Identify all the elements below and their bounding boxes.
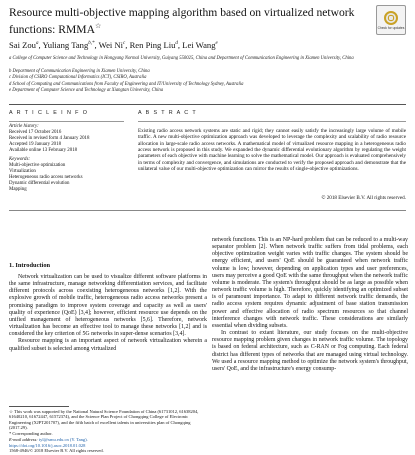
article-history <box>9 124 119 154</box>
header-divider <box>9 104 406 105</box>
email-label: E-mail address: <box>9 436 38 442</box>
history-item: Accepted 19 January 2018 <box>9 142 62 148</box>
section-heading: 1. Introduction <box>9 262 51 269</box>
article-info-rule <box>9 121 124 122</box>
abstract-heading: A B S T R A C T <box>138 110 198 116</box>
paragraph: network functions. This is an NP-hard problem that can be reduced to a multi-way separator problem [2]. When network traffic suffers from tidal problems, each objective optimization weight varies with traffic changes. The system should be energy efficient, and users' QoE should be guaranteed when network traffic volume is low; however, depending on application types and user preferences, users may perceive a good QoE with the same throughput when the network traffic volume is moderate. The system's throughput should be as large as possible when network traffic volume is high. Therefore, quickly identifying an optimized subset is of paramount importance. To adapt to different network traffic demands, the radio access system requires dynamic adjustment of base station transmission power and effective allocation of radio spectrum resources so that channel interference changes with network traffic. These considerations are similarly essential when dividing subsets. <box>212 237 408 329</box>
check-for-updates-badge[interactable] <box>376 5 406 35</box>
affiliation: c Division of CSIRO Computational Informatics (ICT), CSIRO, Australia <box>9 75 147 80</box>
right-column <box>212 237 408 373</box>
author-name[interactable]: Ren Ping Liu <box>129 40 176 50</box>
affiliation: a College of Computer Science and Technology in Hongyang Normal University, Guiyang 550025, China and Department of Communication Engineering in Xiamen University, China <box>9 56 354 61</box>
footnote-divider <box>9 406 69 407</box>
affiliation: d School of Computing and Communications from Faculty of Engineering and IT/University of Technology Sydney, Australia <box>9 81 244 87</box>
keyword-item: Heterogeneous radio access networks <box>9 175 83 181</box>
keyword-item: Dynamic differential evolution <box>9 181 70 187</box>
left-column <box>9 274 207 353</box>
abstract-copyright: © 2018 Elsevier B.V. All rights reserved. <box>321 195 406 201</box>
author-name[interactable]: Sai Zou <box>9 40 36 50</box>
paragraph: In contrast to extant literature, our study focuses on the multi-objective resource mapping problem given changes in network traffic volume. The topology is based on federal architecture, such as C-RAN or Fog computing. Each federal district has different types of networks that are managed using virtual technology. We used a resource mapping method to optimize the network system's throughput, users' QoE, and the infrastructure's energy consump- <box>212 330 408 372</box>
update-icon <box>384 11 398 25</box>
keywords-label: Keywords: <box>9 157 31 162</box>
author-list: Sai Zou$^a$, Yuliang Tang$^{b,*}$, Wei Ni$^c$, Ren Ping Liu$^d$, Lei Wang$^e$ <box>9 40 218 50</box>
abstract-rule <box>138 121 406 122</box>
history-item: Received 17 October 2016 <box>9 130 62 136</box>
history-item: Available online 13 February 2018 <box>9 148 78 154</box>
email-footnote <box>9 437 207 442</box>
corresponding-footnote: * Corresponding author. <box>9 431 53 436</box>
paragraph: Network virtualization can be used to visualize different software platforms in the same infrastructure, manage networking differentiation services, and facilitate different protocols across coexisting heterogeneous networks [1,2]. With the explosive growth of mobile traffic, heterogeneous radio access networks present a promising paradigm to improve system coverage and capacity as well as users' quality of experience (QoE) [3,4]; however, efficient resource use depends on the unified management of heterogeneous networks [5,6]. Therefore, network virtualization has become an effective tool to manage these networks [1,2] and is considered the key criterion of 5G networks in super-dense scenarios [3,4]. <box>9 274 207 338</box>
issn-line: 1568-4946/© 2018 Elsevier B.V. All rights reserved. <box>9 448 104 453</box>
keywords <box>9 157 119 194</box>
keyword-item: Mapping <box>9 187 27 193</box>
history-item: Received in revised form 4 January 2018 <box>9 136 90 142</box>
funding-footnote: ☆ This work was supported by the National Natural Science Foundation of China (61731012, 61638204, 61640210, 61672447, 61572374), and the Science Plan Project of Chongqing College of Electronic Engineering (XJPT201707), and the fifth batch of excellent talents in universities plan of Chongqing (2017.29). <box>9 409 199 431</box>
article-history-label: Article history: <box>9 124 39 129</box>
paper-title: Resource multi-objective mapping algorithm based on virtualized network functions: RMMA☆ <box>9 6 355 36</box>
author-name[interactable]: Lei Wang <box>182 40 216 50</box>
affiliation: b Department of Communication Engineering in Xiamen University, China <box>9 68 150 74</box>
badge-label: Check for updates <box>377 25 405 30</box>
paragraph: Resource mapping is an important aspect of network virtualization wherein a qualified subset is selected among virtualized <box>9 338 207 352</box>
title-footnote-mark: ☆ <box>95 21 102 30</box>
keyword-item: Multi-objective optimization <box>9 163 66 169</box>
article-info-heading: A R T I C L E I N F O <box>9 110 89 116</box>
abstract-divider <box>9 210 406 211</box>
author-name[interactable]: Yuliang Tang <box>42 40 89 50</box>
email-link[interactable]: tyl@xmu.edu.cn (Y. Tang). <box>38 436 88 442</box>
doi-link[interactable]: https://doi.org/10.1016/j.asoc.2018.01.028 <box>9 442 86 448</box>
affiliation: e Department of Computer Science and Technology at Xiangtan University, China <box>9 88 164 93</box>
author-name[interactable]: Wei Ni <box>98 40 124 50</box>
abstract-text: Existing radio access network systems are static and rigid; they cannot easily satisfy the increasingly large volume of mobile traffic. A new multi-objective optimization approach was developed to leverage the complexity and scalability of radio resource allocation in large-scale radio access networks. A mathematical model of virtualized resource mapping in a heterogeneous radio access network is proposed in this study. We expanded the dynamic differential evolutionary algorithm by regulating the weight parameters of each objective with machine learning to solve the mathematical model. Our approach is evaluated comprehensively in terms of complexity and convergence, and simulations are conducted to verify the proposed approach and demonstrate that the unilateral value of our multi-objective optimization can mirror the results of single-objective optimizations. <box>138 128 406 173</box>
keyword-item: Virtualization <box>9 169 36 175</box>
